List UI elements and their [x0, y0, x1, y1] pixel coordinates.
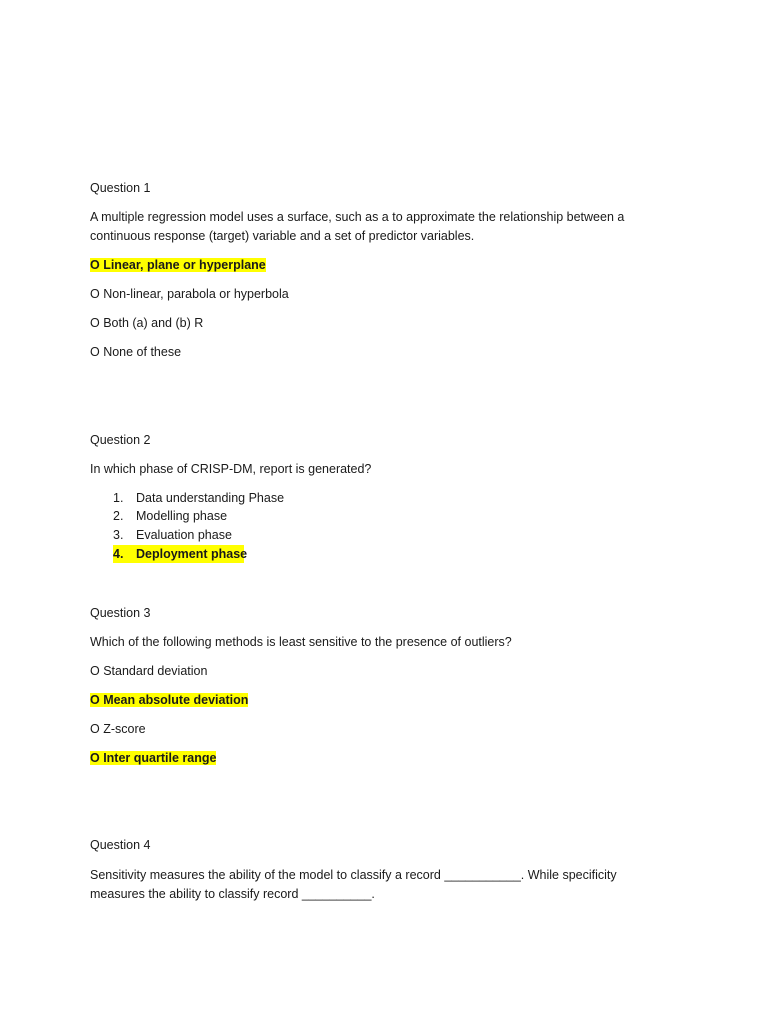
list-number: 2. [113, 509, 124, 523]
question-1-option-b: O Non-linear, parabola or hyperbola [90, 287, 289, 301]
question-4-text-line-2: measures the ability to classify record __________. [90, 887, 375, 901]
list-number: 4. [113, 547, 124, 561]
list-number: 3. [113, 528, 124, 542]
question-3-option-b [90, 691, 248, 710]
question-1-text-line-1: A multiple regression model uses a surface, such as a to approximate the relationship between a [90, 210, 625, 224]
question-1-text-line-2: continuous response (target) variable and a set of predictor variables. [90, 229, 475, 243]
question-3-option-a: O Standard deviation [90, 664, 208, 678]
list-text: Modelling phase [136, 509, 228, 523]
question-3-text: Which of the following methods is least sensitive to the presence of outliers? [90, 635, 512, 649]
question-2-label: Question 2 [90, 433, 151, 447]
question-3-label: Question 3 [90, 606, 151, 620]
question-1-label: Question 1 [90, 181, 151, 195]
highlighted-answer: O Inter quartile range [90, 751, 217, 765]
question-1-option-c: O Both (a) and (b) R [90, 316, 204, 330]
question-4-label: Question 4 [90, 838, 151, 852]
question-1-option-d: O None of these [90, 345, 182, 359]
list-text: Data understanding Phase [136, 491, 285, 505]
list-number: 1. [113, 491, 124, 505]
list-text: Deployment phase [136, 547, 248, 561]
question-4-text-line-1: Sensitivity measures the ability of the model to classify a record ___________. While specificity [90, 868, 617, 882]
highlighted-answer: O Linear, plane or hyperplane [90, 258, 266, 272]
question-3-option-c: O Z-score [90, 722, 146, 736]
highlighted-answer: O Mean absolute deviation [90, 693, 249, 707]
question-2-text: In which phase of CRISP-DM, report is generated? [90, 462, 372, 476]
question-3-option-d [90, 749, 216, 768]
list-text: Evaluation phase [136, 528, 232, 542]
question-1-option-a [90, 256, 266, 275]
